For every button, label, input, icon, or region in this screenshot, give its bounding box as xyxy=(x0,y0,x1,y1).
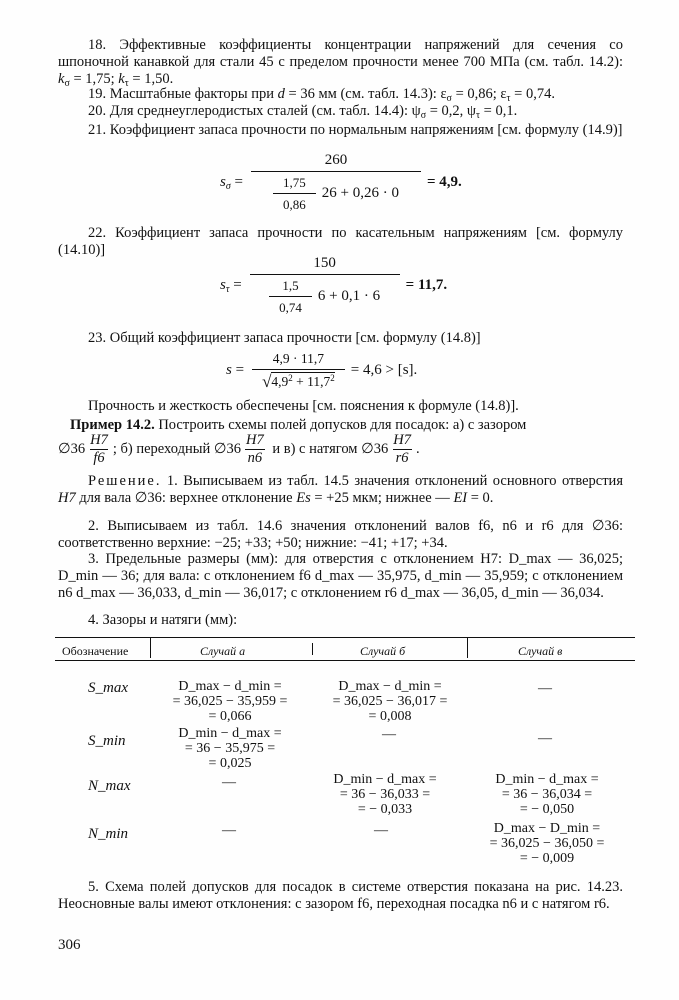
col-separator xyxy=(467,638,468,658)
example-14-2: Пример 14.2. Построить схемы полей допусков для посадок: а) с зазором xyxy=(70,417,527,433)
row-label-smax: S_max xyxy=(88,680,128,696)
cell-smax-c: — xyxy=(538,681,552,696)
cell-smin-a: D_min − d_max = = 36 − 35,975 = = 0,025 xyxy=(178,726,282,771)
cell-nmin-a: — xyxy=(222,823,236,838)
cell-nmax-a: — xyxy=(222,775,236,790)
table-header-rule xyxy=(55,660,635,661)
strength-conclusion: Прочность и жесткость обеспечены [см. пояснения к формуле (14.8)]. xyxy=(88,398,519,414)
cell-smin-b: — xyxy=(382,727,396,742)
cell-smin-c: — xyxy=(538,731,552,746)
cell-nmax-c: D_min − d_max = = 36 − 36,034 = = − 0,050 xyxy=(495,772,599,817)
item-21: 21. Коэффициент запаса прочности по нормальным напряжениям [см. формулу (14.9)] xyxy=(88,122,623,138)
solution-step-5: 5. Схема полей допусков для посадок в системе отверстия показана на рис. 14.23. Неосновные валы имеют отклонения: с зазором f6, переходная посадка n6 и с натягом r6. xyxy=(58,879,623,912)
formula-s-total: s = 4,9 · 11,7 √ $4,9^2 + 11,7^2$ = 4,6 > [s]. xyxy=(226,351,418,391)
formula-s-tau: $s_\tau$ = 150 $\frac{1,5}{0,74}$ 6 + 0,1 · 6 = 11,7. xyxy=(220,255,448,315)
example-fits: ∅ 36 $\frac{H7}{f6}$ ; б) переходный ∅ 36 $\frac{H7}{n6}$ и в) с натягом ∅ 36 $\frac{H7}{r6}$ . xyxy=(58,432,420,466)
solution-step-4: 4. Зазоры и натяги (мм): xyxy=(88,612,238,628)
row-label-nmin: N_min xyxy=(88,826,129,842)
page-number: 306 xyxy=(58,937,81,953)
solution-step-3: 3. Предельные размеры (мм): для отверстия с отклонением H7: D_max — 36,025; D_min — 36; для вала: с отклонением f6 d_max — 35,975, d_min — 35,959; с отклонением n6 d_max — 36,033, d_min — 36,017; с отклонением r6 d_max — 36,05, d_min — 36,034. xyxy=(58,551,623,601)
table-top-rule xyxy=(55,637,635,638)
cell-smax-a: D_max − d_min = = 36,025 − 35,959 = = 0,066 xyxy=(172,679,288,724)
formula-s-sigma: $s_\sigma$ = 260 $\frac{1,75}{0,86}$ 26 + 0,26 · 0 = 4,9. xyxy=(220,152,462,212)
cell-nmin-c: D_max − D_min = = 36,025 − 36,050 = = − 0,009 xyxy=(489,821,605,866)
solution-step-2: 2. Выписываем из табл. 14.6 значения отклонений валов f6, n6 и r6 для ∅36: соответственно верхние: −25; +33; +50; нижние: −41; +17; +34. xyxy=(58,518,623,551)
row-label-smin: S_min xyxy=(88,733,126,749)
col-separator xyxy=(312,643,313,655)
cell-nmin-b: — xyxy=(374,823,388,838)
cell-smax-b: D_max − d_min = = 36,025 − 36,017 = = 0,008 xyxy=(332,679,448,724)
item-20: 20. Для среднеуглеродистых сталей (см. табл. 14.4): $\psi_\sigma = 0,2$, $\psi_\tau = 0,1$. xyxy=(88,103,518,121)
solution-step-1: Решение. 1. Выписываем из табл. 14.5 значения отклонений основного отверстия H7 для вала ∅36: верхнее отклонение Es = +25 мкм; нижнее — EI = 0. xyxy=(58,473,623,506)
row-label-nmax: N_max xyxy=(88,778,131,794)
item-22: 22. Коэффициент запаса прочности по касательным напряжениям [см. формулу (14.10)] xyxy=(58,225,623,258)
header-case-b: Случай б xyxy=(360,644,406,658)
cell-nmax-b: D_min − d_max = = 36 − 36,033 = = − 0,033 xyxy=(333,772,437,817)
header-case-a: Случай а xyxy=(200,644,246,658)
item-19: 19. Масштабные факторы при d = 36 мм (см. табл. 14.3): $\varepsilon_\sigma = 0,86$; $\varepsilon_\tau = 0,74$. xyxy=(88,86,555,104)
header-designation: Обозначение xyxy=(62,644,129,658)
item-23: 23. Общий коэффициент запаса прочности [см. формулу (14.8)] xyxy=(88,330,481,346)
header-case-c: Случай в xyxy=(518,644,563,658)
item-18: 18. Эффективные коэффициенты концентрации напряжений для сечения со шпоночной канавкой для стали 45 с пределом прочности менее 700 МПа (см. табл. 14.2): $k_\sigma = 1,75$; $k_\tau = 1,50$. xyxy=(58,37,623,89)
col-separator xyxy=(150,638,151,658)
